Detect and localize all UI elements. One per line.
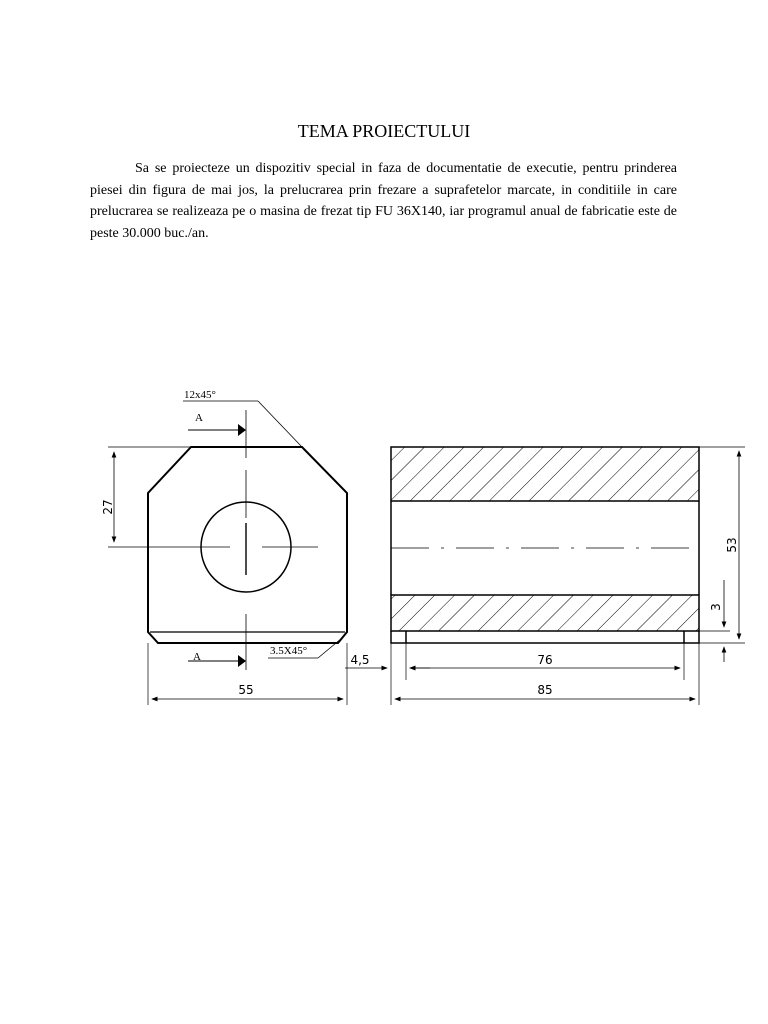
dimension-85: 85 xyxy=(537,683,553,697)
chamfer-bottom-label: 3.5X45° xyxy=(270,645,308,657)
dimension-55: 55 xyxy=(238,683,254,697)
page-title: TEMA PROIECTULUI xyxy=(297,121,471,141)
dimension-76: 76 xyxy=(537,653,553,667)
assignment-paragraph: Sa se proiecteze un dispozitiv special in faza de documentatie de executie, pentru prinderea piesei din figura de mai jos, la prelucrarea prin frezare a suprafetelor marcate, in conditiile in care prelucrarea se realizeaza pe o masina de frezat tip FU 36X140, iar programul anual de fabricatie este de peste 30.000 buc./an. xyxy=(90,161,677,241)
dimension-3: 3 xyxy=(709,603,723,611)
dimension-53: 53 xyxy=(725,537,739,553)
hatched-top-wall xyxy=(391,447,699,501)
dimension-4-5: 4,5 xyxy=(350,653,370,667)
dimension-27: 27 xyxy=(101,499,115,515)
chamfer-top-label: 12x45° xyxy=(184,389,216,401)
side-section-view xyxy=(345,447,745,705)
section-label-bottom: A xyxy=(193,651,201,663)
front-view-outline xyxy=(148,447,347,643)
section-label-top: A xyxy=(195,412,203,424)
front-view xyxy=(101,389,347,705)
hatched-bottom-wall xyxy=(391,595,699,631)
